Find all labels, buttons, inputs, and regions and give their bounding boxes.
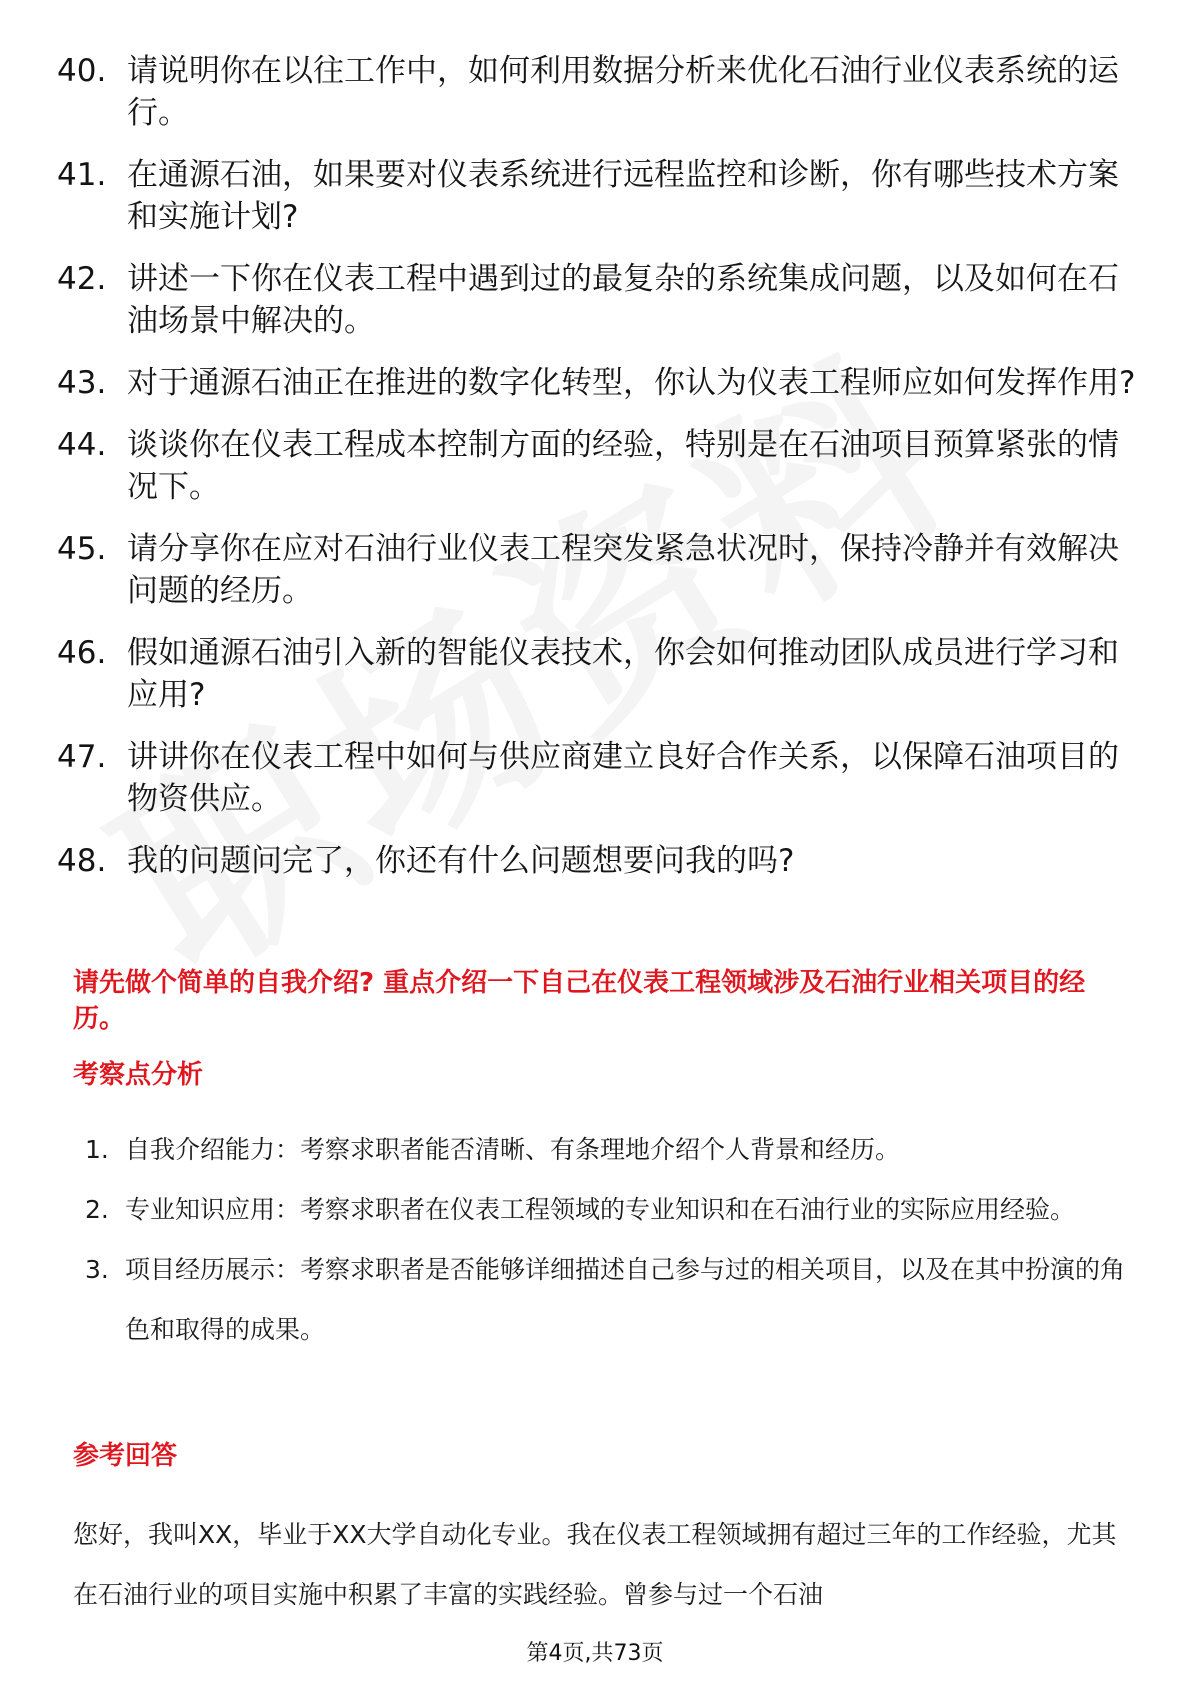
analysis-list bbox=[85, 1120, 1135, 1360]
item-text: 项目经历展示：考察求职者是否能够详细描述自己参与过的相关项目，以及在其中扮演的角色和取得的成果。 bbox=[125, 1255, 1126, 1344]
list-item bbox=[57, 50, 1137, 134]
item-text: 对于通源石油正在推进的数字化转型，你认为仪表工程师应如何发挥作用? bbox=[127, 365, 1136, 401]
item-text: 我的问题问完了，你还有什么问题想要问我的吗? bbox=[127, 843, 795, 879]
item-text: 在通源石油，如果要对仪表系统进行远程监控和诊断，你有哪些技术方案和实施计划? bbox=[127, 157, 1119, 235]
list-item bbox=[57, 154, 1137, 238]
item-text: 专业知识应用：考察求职者在仪表工程领域的专业知识和在石油行业的实际应用经验。 bbox=[125, 1195, 1076, 1224]
item-text: 请分享你在应对石油行业仪表工程突发紧急状况时，保持冷静并有效解决问题的经历。 bbox=[127, 531, 1119, 609]
item-text: 请说明你在以往工作中，如何利用数据分析来优化石油行业仪表系统的运行。 bbox=[127, 53, 1119, 131]
item-number: 46. bbox=[57, 635, 107, 671]
item-number: 44. bbox=[57, 427, 107, 463]
item-number: 42. bbox=[57, 261, 107, 297]
list-item bbox=[57, 424, 1137, 508]
item-number: 43. bbox=[57, 365, 107, 401]
item-text: 假如通源石油引入新的智能仪表技术，你会如何推动团队成员进行学习和应用? bbox=[127, 635, 1119, 713]
list-item bbox=[85, 1120, 1135, 1180]
item-text: 自我介绍能力：考察求职者能否清晰、有条理地介绍个人背景和经历。 bbox=[125, 1135, 901, 1164]
item-text: 讲讲你在仪表工程中如何与供应商建立良好合作关系，以保障石油项目的物资供应。 bbox=[127, 739, 1119, 817]
item-text: 谈谈你在仪表工程成本控制方面的经验，特别是在石油项目预算紧张的情况下。 bbox=[127, 427, 1119, 505]
item-number: 3. bbox=[85, 1255, 109, 1284]
list-item bbox=[57, 632, 1137, 716]
list-item bbox=[85, 1180, 1135, 1240]
item-number: 48. bbox=[57, 843, 107, 879]
list-item bbox=[57, 258, 1137, 342]
list-item bbox=[57, 736, 1137, 820]
item-number: 40. bbox=[57, 53, 107, 89]
answer-heading: 参考回答 bbox=[73, 1441, 178, 1471]
list-item bbox=[85, 1240, 1135, 1360]
question-title: 请先做个简单的自我介绍? 重点介绍一下自己在仪表工程领域涉及石油行业相关项目的经历。 bbox=[73, 968, 1086, 1034]
item-number: 1. bbox=[85, 1135, 109, 1164]
page-footer: 第4页,共73页 bbox=[526, 1641, 664, 1666]
item-number: 2. bbox=[85, 1195, 109, 1224]
item-number: 47. bbox=[57, 739, 107, 775]
question-list bbox=[57, 50, 1137, 902]
item-number: 45. bbox=[57, 531, 107, 567]
list-item bbox=[57, 528, 1137, 612]
answer-text: 您好，我叫XX，毕业于XX大学自动化专业。我在仪表工程领域拥有超过三年的工作经验，尤其在石油行业的项目实施中积累了丰富的实践经验。曾参与过一个石油 bbox=[73, 1520, 1117, 1609]
item-text: 讲述一下你在仪表工程中遇到过的最复杂的系统集成问题，以及如何在石油场景中解决的。 bbox=[127, 261, 1119, 339]
list-item bbox=[57, 362, 1137, 404]
list-item bbox=[57, 840, 1137, 882]
item-number: 41. bbox=[57, 157, 107, 193]
analysis-heading: 考察点分析 bbox=[73, 1060, 204, 1090]
